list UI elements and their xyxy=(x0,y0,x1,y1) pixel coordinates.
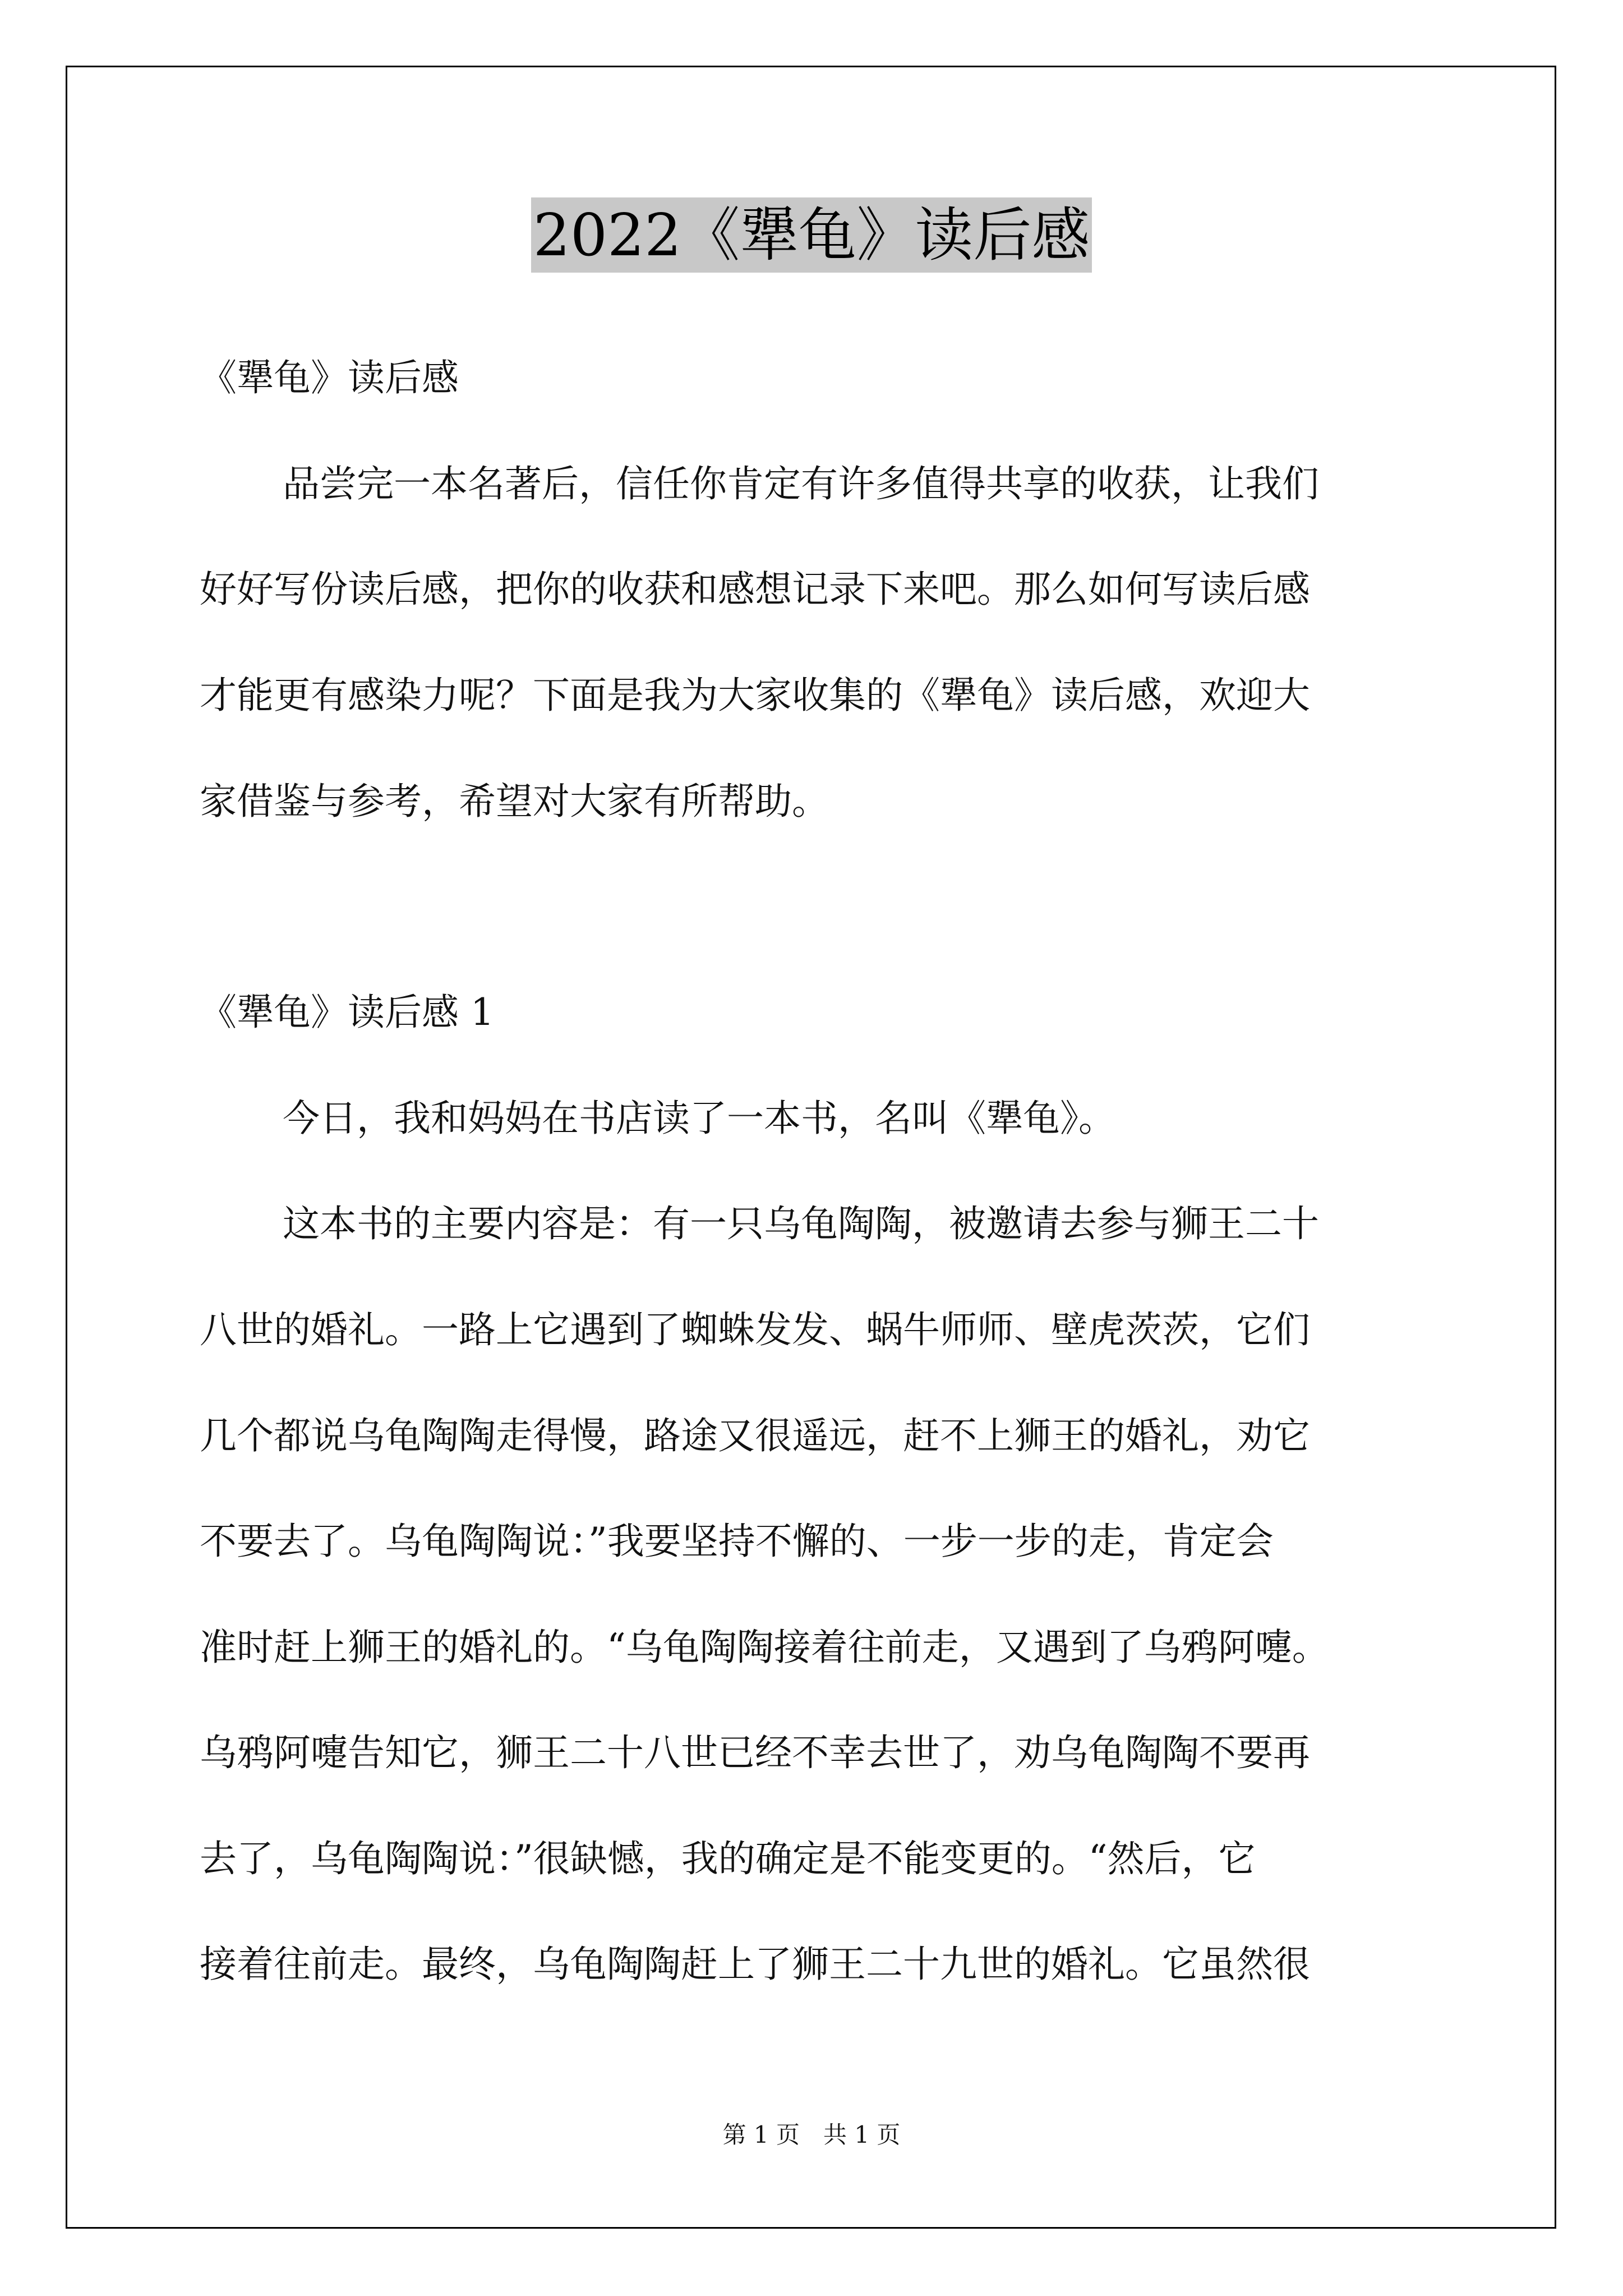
paragraph-line: 不要去了。乌龟陶陶说：”我要坚持不懈的、一步一步的走，肯定会 xyxy=(200,1520,1274,1563)
paragraph-line: 八世的婚礼。一路上它遇到了蜘蛛发发、蜗牛师师、壁虎茨茨，它们 xyxy=(200,1308,1310,1351)
document-title: 2022《犟龟》读后感 xyxy=(531,197,1092,273)
section-heading: 《犟龟》读后感 1 xyxy=(200,991,494,1034)
paragraph-line: 才能更有感染力呢？下面是我为大家收集的《犟龟》读后感，欢迎大 xyxy=(200,674,1310,717)
paragraph-line: 几个都说乌龟陶陶走得慢，路途又很遥远，赶不上狮王的婚礼，劝它 xyxy=(200,1414,1310,1457)
section-heading: 《犟龟》读后感 xyxy=(200,356,459,399)
title-container xyxy=(0,197,1623,273)
paragraph-line: 接着往前走。最终，乌龟陶陶赶上了狮王二十九世的婚礼。它虽然很 xyxy=(200,1943,1310,1986)
paragraph-line: 今日，我和妈妈在书店读了一本书，名叫《犟龟》。 xyxy=(283,1097,1115,1140)
paragraph-line: 品尝完一本名著后，信任你肯定有许多值得共享的收获，让我们 xyxy=(283,462,1319,505)
paragraph-line: 准时赶上狮王的婚礼的。“乌龟陶陶接着往前走，又遇到了乌鸦阿嚏。 xyxy=(200,1626,1329,1669)
page-footer: 第 1 页 共 1 页 xyxy=(722,2121,901,2148)
paragraph-line: 这本书的主要内容是：有一只乌龟陶陶，被邀请去参与狮王二十 xyxy=(283,1202,1319,1245)
paragraph-line: 乌鸦阿嚏告知它，狮王二十八世已经不幸去世了，劝乌龟陶陶不要再 xyxy=(200,1731,1310,1774)
paragraph-line: 好好写份读后感，把你的收获和感想记录下来吧。那么如何写读后感 xyxy=(200,568,1310,611)
paragraph-line: 去了，乌龟陶陶说：”很缺憾，我的确定是不能变更的。“然后，它 xyxy=(200,1837,1256,1880)
paragraph-line: 家借鉴与参考，希望对大家有所帮助。 xyxy=(200,780,829,823)
